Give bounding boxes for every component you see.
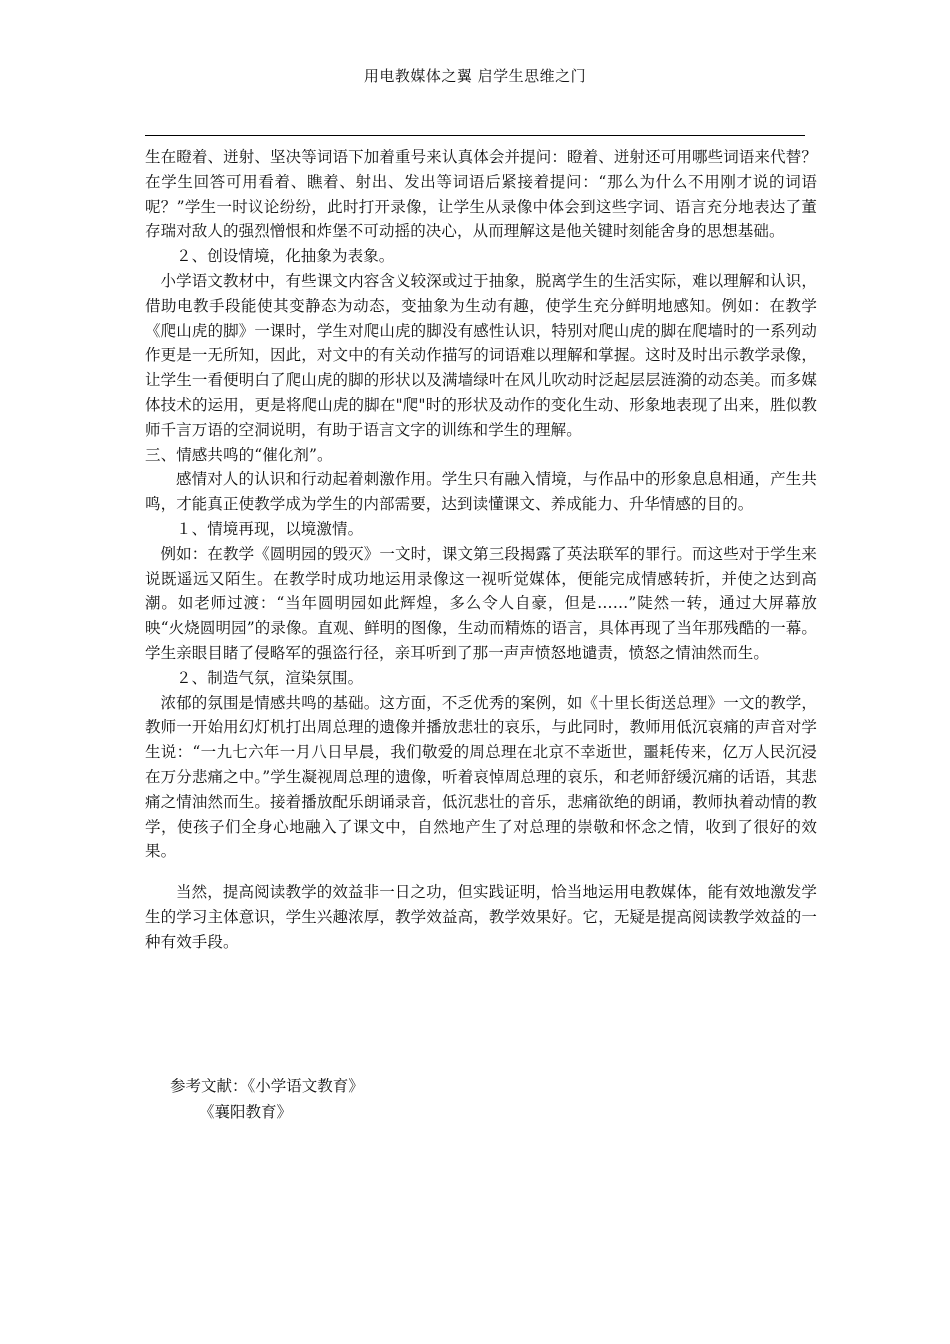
- header-divider: [145, 135, 805, 136]
- page-header-title: 用电教媒体之翼 启学生思维之门: [363, 67, 587, 85]
- paragraph-pashanhu-example: 小学语文教材中，有些课文内容含义较深或过于抽象，脱离学生的生活实际，难以理解和认识，借助电教手段能使其变静态为动态，变抽象为生动有趣，使学生充分鲜明地感知。例如：在教学《爬山虎的脚》一课时，学生对爬山虎的脚没有感性认识，特别对爬山虎的脚在爬墙时的一系列动作更是一无所知，因此，对文中的有关动作描写的词语难以理解和掌握。这时及时出示教学录像，让学生一看便明白了爬山虎的脚的形状以及满墙绿叶在风儿吹动时泛起层层涟漪的动态美。而多媒体技术的运用，更是将爬山虎的脚在"爬"时的形状及动作的变化生动、形象地表现了出来，胜似教师千言万语的空洞说明，有助于语言文字的训练和学生的理解。: [145, 271, 817, 439]
- paragraph-conclusion: 当然，提高阅读教学的效益非一日之功，但实践证明，恰当地运用电教媒体，能有效地激发学生的学习主体意识，学生兴趣浓厚，教学效益高，教学效果好。它，无疑是提高阅读教学效益的一种有效手段。: [145, 883, 817, 951]
- subheading-1-situation-reproduction: １、情境再现，以境激情。: [176, 519, 364, 538]
- section-heading-3-emotional-resonance: 三、情感共鸣的“催化剂”。: [145, 445, 333, 464]
- paragraph-continuation: 生在瞪着、迸射、坚决等词语下加着重号来认真体会并提问：瞪着、迸射还可用哪些词语来代替？在学生回答可用看着、瞧着、射出、发出等词语后紧接着提问：“那么为什么不用刚才说的词语呢？”学生一时议论纷纷，此时打开录像，让学生从录像中体会到这些字词、语言充分地表达了董存瑞对敌人的强烈憎恨和炸堡不可动摇的决心，从而理解这是他关键时刻能舍身的思想基础。: [145, 148, 817, 241]
- reference-line-2: 《襄阳教育》: [199, 1103, 293, 1121]
- references-block: [170, 1073, 770, 1125]
- paragraph-emotion-intro: 感情对人的认识和行动起着刺激作用。学生只有融入情境，与作品中的形象息息相通，产生共鸣，才能真正使教学成为学生的内部需要，达到读懂课文、养成能力、升华情感的目的。: [145, 470, 817, 514]
- document-body: [145, 145, 817, 955]
- reference-line-1: 参考文献：《小学语文教育》: [170, 1077, 364, 1095]
- paragraph-premier-zhou-example: 浓郁的氛围是情感共鸣的基础。这方面，不乏优秀的案例，如《十里长街送总理》一文的教学，教师一开始用幻灯机打出周总理的遗像并播放悲壮的哀乐，与此同时，教师用低沉哀痛的声音对学生说：“一九七六年一月八日早晨，我们敬爱的周总理在北京不幸逝世，噩耗传来，亿万人民沉浸在万分悲痛之中。”学生凝视周总理的遗像，听着哀悼周总理的哀乐，和老师舒缓沉痛的话语，其悲痛之情油然而生。接着播放配乐朗诵录音，低沉悲壮的音乐，悲痛欲绝的朗诵，教师执着动情的教学，使孩子们全身心地融入了课文中，自然地产生了对总理的崇敬和怀念之情，收到了很好的效果。: [145, 693, 817, 861]
- subheading-2-create-situation: ２、创设情境，化抽象为表象。: [176, 247, 395, 266]
- paragraph-yuanmingyuan-example: 例如：在教学《圆明园的毁灭》一文时，课文第三段揭露了英法联军的罪行。而这些对于学生来说既遥远又陌生。在教学时成功地运用录像这一视听觉媒体，便能完成情感转折，并使之达到高潮。如老师过渡：“当年圆明园如此辉煌，多么令人自豪，但是……”陡然一转，通过大屏幕放映“火烧圆明园”的录像。直观、鲜明的图像，生动而精炼的语言，具体再现了当年那残酷的一幕。学生亲眼目睹了侵略军的强盗行径，亲耳听到了那一声声愤怒地谴责，愤怒之情油然而生。: [145, 544, 817, 662]
- subheading-2-create-atmosphere: ２、制造气氛，渲染氛围。: [176, 668, 364, 687]
